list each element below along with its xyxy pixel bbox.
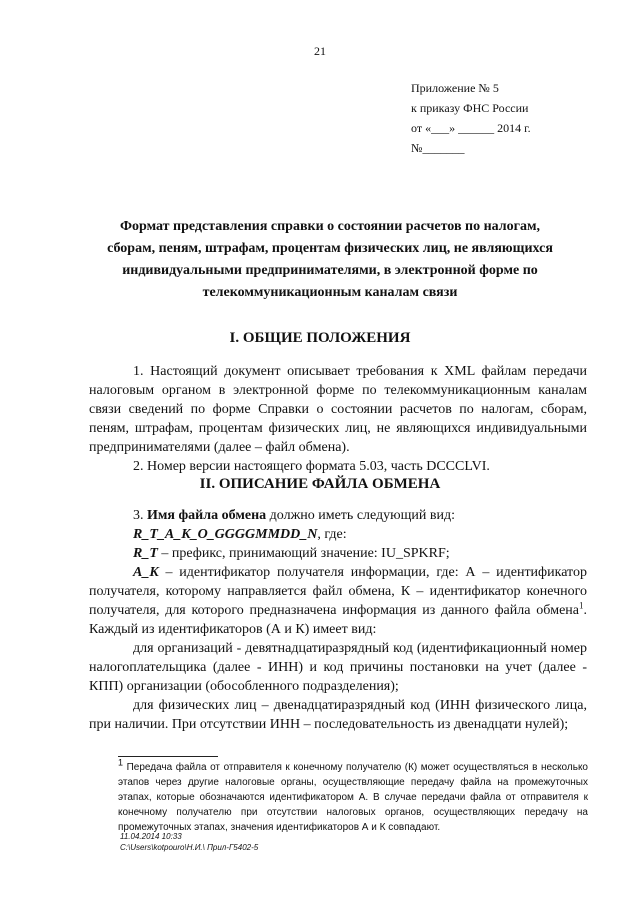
paragraph-1: 1. Настоящий документ описывает требования к XML файлам передачи налоговым органом в электронной форме по телекоммуникационным каналам связи сведений по форме Справки о состоянии расчетов по налогам, сборам, пеням, штрафам, процентам физических лиц, не являющихся индивидуальными предпринимателями (далее – файл обмена). (89, 364, 587, 455)
appendix-line-3: от «___» ______ 2014 г. (411, 121, 531, 135)
section-2-body (89, 506, 587, 734)
rt-definition (89, 544, 587, 563)
footnote-divider (118, 756, 218, 757)
paragraph-3-number: 3. (133, 508, 147, 523)
rt-label: R_T (133, 546, 158, 561)
paragraph-2: 2. Номер версии настоящего формата 5.03, часть DCCCLVI. (133, 459, 490, 474)
ak-text: – идентификатор получателя информации, где: А – идентификатор получателя, которому направляется файл обмена, К – идентификатор конечного получателя, для которого предназначена информация из данного файла обмена (89, 565, 587, 618)
person-identifier: для физических лиц – двенадцатиразрядный код (ИНН физического лица, при наличии. При отсутствии ИНН – последовательность из двенадцати нулей); (89, 698, 587, 732)
footnote (118, 757, 588, 835)
section-1-body (89, 362, 587, 476)
footnote-text: Передача файла от отправителя к конечному получателю (К) может осуществляться в несколько этапов через другие налоговые органы, осуществляющие передачу файла на промежуточных этапах, которые обозначаются идентификатором А. В случае передачи файла от отправителя к конечному получателю при отсутствии налоговых органов, осуществляющих передачу на промежуточных этапах, значения идентификаторов А и К совпадают. (118, 762, 588, 833)
paragraph-3 (89, 506, 587, 525)
stamp-date: 11.04.2014 10:33 (120, 832, 182, 841)
appendix-line-4: №_______ (411, 141, 465, 155)
section-1-heading: I. ОБЩИЕ ПОЛОЖЕНИЯ (229, 330, 411, 346)
footnote-number: 1 (118, 757, 124, 768)
appendix-line-2: к приказу ФНС России (411, 101, 529, 115)
paragraph-3-bold: Имя файла обмена (147, 508, 267, 523)
ak-text-2: . Каждый из идентификаторов (А и К) имеет вид: (89, 603, 587, 637)
appendix-line-1: Приложение № 5 (411, 81, 499, 95)
document-title: Формат представления справки о состоянии расчетов по налогам, сборам, пеням, штрафам, процентам физических лиц, не являющихся индивидуальными предпринимателями, в электронной форме по телекоммуникационным каналам связи (107, 219, 553, 300)
filename-pattern: R_T_A_K_O_GGGGMMDD_N (133, 527, 318, 542)
organization-identifier: для организаций - девятнадцатиразрядный код (идентификационный номер налогоплательщика (далее - ИНН) и код причины постановки на учет (далее - КПП) организации (обособленного подразделения); (89, 641, 587, 694)
footnote-reference: 1 (579, 600, 584, 611)
filename-pattern-line (89, 525, 587, 544)
ak-label: A_K (133, 565, 159, 580)
section-2-heading: II. ОПИСАНИЕ ФАЙЛА ОБМЕНА (199, 476, 441, 492)
appendix-block (411, 78, 531, 158)
paragraph-3-rest: должно иметь следующий вид: (266, 508, 456, 523)
rt-text: – префикс, принимающий значение: IU_SPKRF; (157, 546, 450, 561)
filename-pattern-suffix: , где: (317, 527, 347, 542)
stamp-path: C:\Users\kotpouro\H.И.\ Прил-Г5402-5 (120, 843, 259, 852)
ak-definition (89, 563, 587, 639)
page-number: 21 (314, 44, 326, 58)
